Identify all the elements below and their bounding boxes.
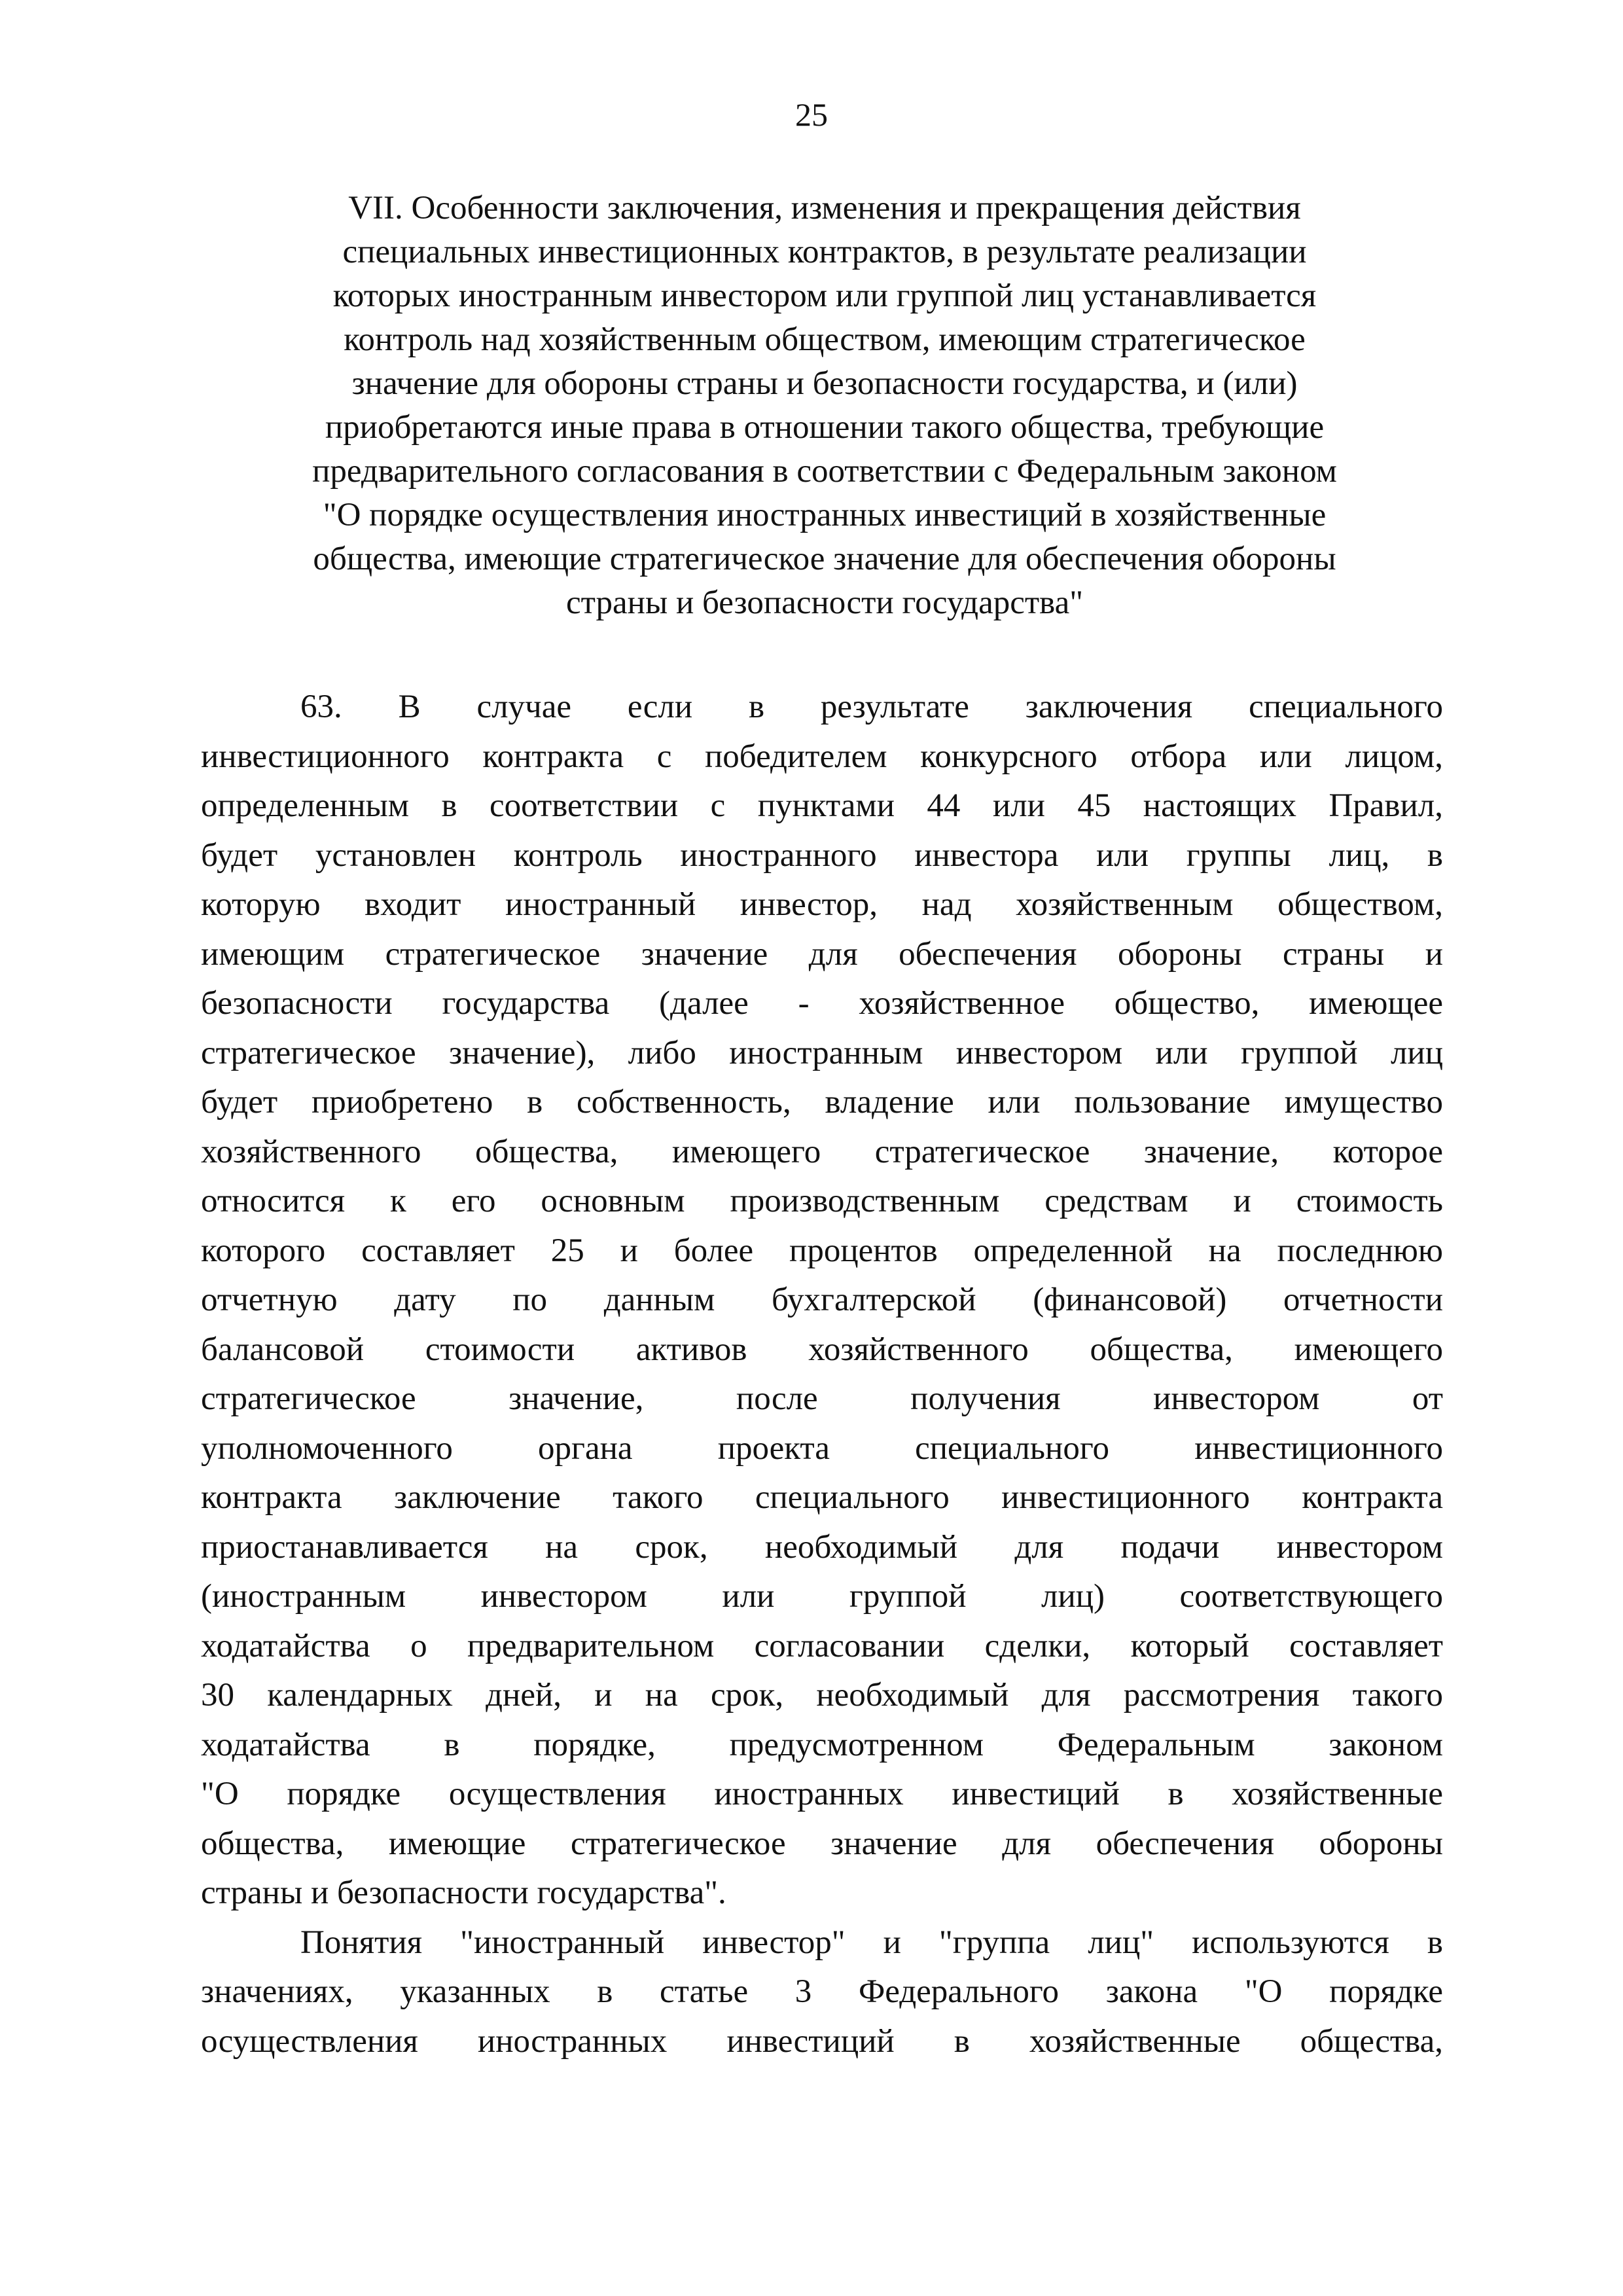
text-line: общества, имеющие стратегическое значение для обеспечения обороны: [201, 1825, 1443, 1862]
section-heading: [196, 187, 1453, 625]
text-line: "О порядке осуществления иностранных инвестиций в хозяйственные: [201, 1776, 1443, 1812]
heading-line: контроль над хозяйственным обществом, имеющим стратегическое: [344, 321, 1306, 358]
heading-line: общества, имеющие стратегическое значение для обеспечения обороны: [313, 541, 1336, 577]
heading-line: значение для обороны страны и безопасности государства, и (или): [351, 365, 1298, 402]
heading-line: специальных инвестиционных контрактов, в результате реализации: [342, 234, 1307, 270]
text-line: хозяйственного общества, имеющего стратегическое значение, которое: [201, 1133, 1443, 1170]
text-line: безопасности государства (далее - хозяйственное общество, имеющее: [201, 985, 1443, 1022]
text-line: значениях, указанных в статье 3 Федерального закона "О порядке: [201, 1973, 1443, 2010]
page-number: 25: [795, 96, 828, 133]
text-line: отчетную дату по данным бухгалтерской (финансовой) отчетности: [201, 1282, 1443, 1318]
heading-line: приобретаются иные права в отношении такого общества, требующие: [325, 409, 1325, 446]
text-line: приостанавливается на срок, необходимый для подачи инвестором: [201, 1528, 1443, 1566]
text-line: осуществления иностранных инвестиций в хозяйственные общества,: [201, 2022, 1443, 2060]
text-line: уполномоченного органа проекта специального инвестиционного: [201, 1429, 1443, 1467]
text-line: стратегическое значение), либо иностранным инвестором или группой лиц: [201, 1034, 1443, 1071]
paragraph-63: [201, 683, 1443, 1918]
text-line: 63. В случае если в результате заключения специального: [300, 689, 1443, 725]
text-line: которого составляет 25 и более процентов определенной на последнюю: [201, 1232, 1443, 1269]
text-line: Понятия "иностранный инвестор" и "группа лиц" используются в: [300, 1924, 1443, 1961]
text-line: 30 календарных дней, и на срок, необходимый для рассмотрения такого: [201, 1677, 1443, 1713]
text-line: будет установлен контроль иностранного инвестора или группы лиц, в: [201, 836, 1443, 874]
text-line: инвестиционного контракта с победителем конкурсного отбора или лицом,: [201, 738, 1443, 775]
document-body: [201, 683, 1443, 2066]
text-line: стратегическое значение, после получения инвестором от: [201, 1380, 1443, 1417]
text-line: ходатайства о предварительном согласовании сделки, который составляет: [201, 1627, 1443, 1664]
text-line: относится к его основным производственным средствам и стоимость: [201, 1183, 1443, 1219]
paragraph-definitions: [201, 1918, 1443, 2067]
heading-line: которых иностранным инвестором или группой лиц устанавливается: [332, 278, 1317, 314]
text-line: определенным в соответствии с пунктами 44 или 45 настоящих Правил,: [201, 787, 1443, 824]
heading-line: предварительного согласования в соответствии с Федеральным законом: [312, 453, 1337, 490]
text-line: страны и безопасности государства".: [201, 1874, 726, 1911]
text-line: которую входит иностранный инвестор, над хозяйственным обществом,: [201, 886, 1443, 923]
text-line: будет приобретено в собственность, владение или пользование имущество: [201, 1084, 1443, 1121]
heading-line: страны и безопасности государства": [565, 584, 1084, 621]
text-line: (иностранным инвестором или группой лиц) соответствующего: [201, 1578, 1443, 1615]
text-line: ходатайства в порядке, предусмотренном Федеральным законом: [201, 1726, 1443, 1763]
text-line: балансовой стоимости активов хозяйственного общества, имеющего: [201, 1331, 1443, 1368]
heading-line: "О порядке осуществления иностранных инвестиций в хозяйственные: [323, 497, 1327, 533]
text-line: имеющим стратегическое значение для обеспечения обороны страны и: [201, 935, 1443, 973]
heading-line: VII. Особенности заключения, изменения и прекращения действия: [348, 190, 1301, 226]
text-line: контракта заключение такого специального инвестиционного контракта: [201, 1479, 1443, 1516]
